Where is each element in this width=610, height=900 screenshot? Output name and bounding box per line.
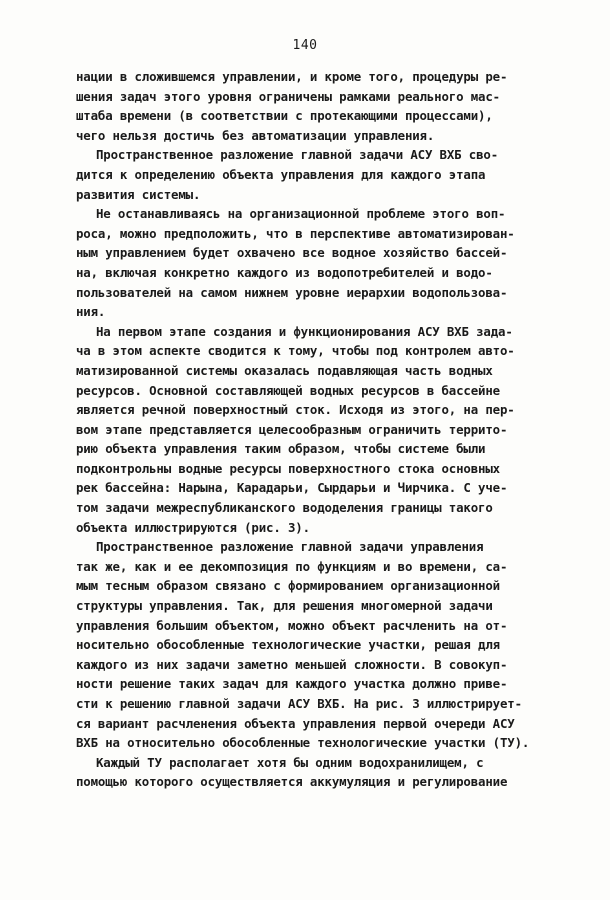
text-line: пользователей на самом нижнем уровне иерархии водопользова- xyxy=(76,284,508,300)
text-line: является речной поверхностный сток. Исходя из этого, на пер- xyxy=(76,402,515,418)
text-line: так же, как и ее декомпозиция по функциям и во времени, са- xyxy=(76,558,508,574)
page-number: 140 xyxy=(292,38,318,53)
text-line: развития системы. xyxy=(76,186,201,202)
text-line: матизированной системы оказалась подавляющая часть водных xyxy=(76,362,493,378)
text-line: Пространственное разложение главной задачи управления xyxy=(96,539,484,555)
text-line: нации в сложившемся управлении, и кроме того, процедуры ре- xyxy=(76,69,508,84)
text-line: Не останавливаясь на организационной проблеме этого воп- xyxy=(96,206,506,222)
text-line: шения задач этого уровня ограничены рамками реального мас- xyxy=(76,88,500,104)
text-line: рек бассейна: Нарына, Карадарьи, Сырдарьи и Чирчика. С уче- xyxy=(76,480,508,496)
text-line: ния. xyxy=(76,304,106,320)
text-line: каждого из них задачи заметно меньшей сложности. В совокуп- xyxy=(76,656,508,672)
text-line: управления большим объектом, можно объект расчленить на от- xyxy=(76,617,508,633)
body-text xyxy=(76,67,546,792)
text-line: Каждый ТУ располагает хотя бы одним водохранилищем, с xyxy=(96,754,484,770)
text-line: ся вариант расчленения объекта управления первой очереди АСУ xyxy=(76,715,515,731)
text-line: штаба времени (в соответствии с протекающими процессами), xyxy=(76,108,493,124)
text-line: ВХБ на относительно обособленные технологические участки (ТУ). xyxy=(76,735,530,751)
text-line: роса, можно предположить, что в перспективе автоматизирован- xyxy=(76,225,515,241)
text-line: помощью которого осуществляется аккумуляция и регулирование xyxy=(76,774,508,790)
text-line: мым тесным образом связано с формированием организационной xyxy=(76,578,500,594)
text-line: том задачи межреспубликанского вододеления границы такого xyxy=(76,500,493,516)
text-line: структуры управления. Так, для решения многомерной задачи xyxy=(76,598,493,614)
text-line: объекта иллюстрируются (рис. 3). xyxy=(76,519,310,535)
text-line: ресурсов. Основной составляющей водных ресурсов в бассейне xyxy=(76,382,500,398)
text-line: носительно обособленные технологические участки, решая для xyxy=(76,637,500,653)
text-line: сти к решению главной задачи АСУ ВХБ. На рис. 3 иллюстрирует- xyxy=(76,696,522,711)
text-line: на, включая конкретно каждого из водопотребителей и водо- xyxy=(76,264,493,280)
text-line: дится к определению объекта управления для каждого этапа xyxy=(76,166,486,182)
text-line: ча в этом аспекте сводится к тому, чтобы под контролем авто- xyxy=(76,343,515,359)
text-line: подконтрольны водные ресурсы поверхностного стока основных xyxy=(76,460,500,476)
text-line: На первом этапе создания и функционирования АСУ ВХБ зада- xyxy=(96,323,513,339)
text-line: Пространственное разложение главной задачи АСУ ВХБ сво- xyxy=(96,147,499,163)
text-line: чего нельзя достичь без автоматизации управления. xyxy=(76,127,435,143)
text-line: рию объекта управления таким образом, чтобы системе были xyxy=(76,441,486,457)
text-line: вом этапе представляется целесообразным ограничить террито- xyxy=(76,421,508,437)
text-line: ности решение таких задач для каждого участка должно приве- xyxy=(76,676,508,692)
text-line: ным управлением будет охвачено все водное хозяйство бассей- xyxy=(76,245,508,261)
